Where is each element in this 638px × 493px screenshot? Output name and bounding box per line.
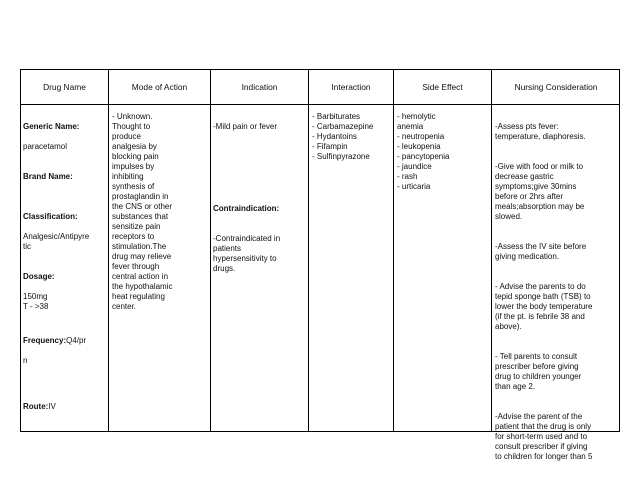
nursing-item: -Give with food or milk to decrease gastric symptoms;give 30mins before or 2hrs after meals;absorption may be slowed. xyxy=(495,162,585,221)
dosage-value: 150mg T - >38 xyxy=(23,292,49,311)
route-value: IV xyxy=(48,402,56,411)
frequency-row xyxy=(23,326,107,346)
header-mode-of-action: Mode of Action xyxy=(131,82,188,92)
nursing-consideration-cell xyxy=(495,112,620,472)
drug-name-cell xyxy=(23,112,107,422)
nursing-item: - Tell parents to consult prescriber before giving drug to children younger than age 2. xyxy=(495,352,582,391)
dosage-label: Dosage: xyxy=(23,272,55,281)
header-indication: Indication xyxy=(241,82,278,92)
header-drug-name: Drug Name xyxy=(43,82,86,92)
interaction-cell: - Barbiturates - Carbamazepine - Hydantoins - Fifampin - Sulfinpyrazone xyxy=(312,112,374,161)
column-divider xyxy=(308,70,309,431)
nursing-item: -Assess the IV site before giving medication. xyxy=(495,242,587,261)
contraindication-text: -Contraindicated in patients hypersensitivity to drugs. xyxy=(213,234,281,273)
nursing-item: -Advise the parent of the patient that the drug is only for short-term used and to consult prescriber if giving to children for longer than 5 xyxy=(495,412,593,461)
column-divider xyxy=(393,70,394,431)
header-interaction: Interaction xyxy=(331,82,371,92)
frequency-value: Q4/pr xyxy=(66,336,87,345)
drug-study-table xyxy=(20,69,620,461)
nursing-item: - Advise the parents to do tepid sponge bath (TSB) to lower the body temperature (if the pt. is febrile 38 and above). xyxy=(495,282,593,331)
header-side-effect: Side Effect xyxy=(422,82,463,92)
classification-value: Analgesic/Antipyre tic xyxy=(23,232,90,251)
route-row xyxy=(23,392,107,412)
column-divider xyxy=(108,70,109,431)
mode-of-action-cell: - Unknown. Thought to produce analgesia by blocking pain impulses by inhibiting synthesis of prostaglandin in the CNS or other substances that sensitize pain receptors to stimulation.The drug may relieve fever through central action in the hypothalamic heat regulating center. xyxy=(112,112,173,311)
header-divider xyxy=(21,104,619,105)
generic-name-value: paracetamol xyxy=(23,142,68,151)
indication-text: -Mild pain or fever xyxy=(213,122,278,131)
indication-cell xyxy=(213,112,307,284)
classification-label: Classification: xyxy=(23,212,78,221)
header-nursing-consideration: Nursing Consideration xyxy=(514,82,598,92)
generic-name-label: Generic Name: xyxy=(23,122,80,131)
nursing-item: -Assess pts fever: temperature, diaphoresis. xyxy=(495,122,586,141)
column-divider xyxy=(491,70,492,431)
brand-name-label: Brand Name: xyxy=(23,172,73,181)
side-effect-cell: - hemolytic anemia - neutropenia - leukopenia - pancytopenia - jaundice - rash - urticaria xyxy=(397,112,450,191)
column-divider xyxy=(210,70,211,431)
route-label: Route: xyxy=(23,402,49,411)
frequency-value-cont: n xyxy=(23,356,28,365)
frequency-label: Frequency: xyxy=(23,336,67,345)
contraindication-label: Contraindication: xyxy=(213,204,280,213)
